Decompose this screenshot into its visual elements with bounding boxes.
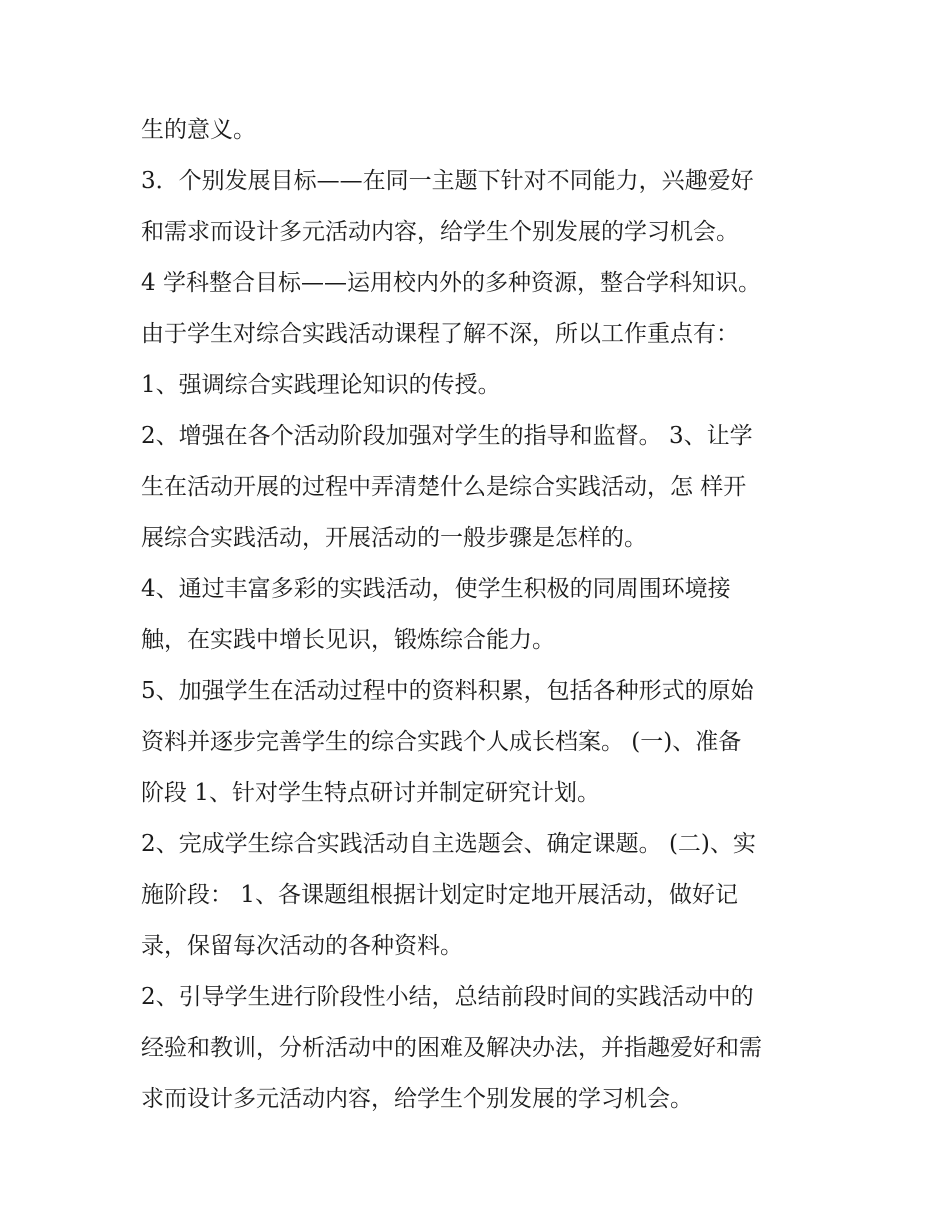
text-line: 2、完成学生综合实践活动自主选题会、确定课题。 (二)、实: [141, 831, 756, 857]
text-line: 1、强调综合实践理论知识的传授。: [141, 372, 501, 398]
text-line: 生在活动开展的过程中弄清楚什么是综合实践活动，怎 样开: [141, 474, 747, 500]
text-line: 阶段 1、针对学生特点研讨并制定研究计划。: [141, 780, 600, 806]
text-line: 触，在实践中增长见识，锻炼综合能力。: [141, 627, 555, 653]
text-line: 和需求而设计多元活动内容，给学生个别发展的学习机会。: [141, 219, 739, 245]
text-line: 求而设计多元活动内容，给学生个别发展的学习机会。: [141, 1086, 693, 1112]
text-line: 经验和教训，分析活动中的困难及解决办法，并指趣爱好和需: [141, 1035, 762, 1061]
text-line: 资料并逐步完善学生的综合实践个人成长档案。 (一)、准备: [141, 729, 742, 755]
text-line: 4、通过丰富多彩的实践活动，使学生积极的同周围环境接: [141, 576, 731, 602]
text-line: 由于学生对综合实践活动课程了解不深，所以工作重点有：: [141, 321, 739, 347]
text-line: 录，保留每次活动的各种资料。: [141, 933, 463, 959]
text-line: 施阶段： 1、各课题组根据计划定时定地开展活动，做好记: [141, 882, 738, 908]
text-line: 3．个别发展目标——在同一主题下针对不同能力，兴趣爱好: [141, 168, 754, 194]
text-line: 2、增强在各个活动阶段加强对学生的指导和监督。 3、让学: [141, 423, 753, 449]
text-line: 5、加强学生在活动过程中的资料积累，包括各种形式的原始: [141, 678, 754, 704]
document-body: [141, 105, 831, 1125]
text-line: 4 学科整合目标——运用校内外的多种资源，整合学科知识。: [141, 270, 761, 296]
text-line: 2、引导学生进行阶段性小结，总结前段时间的实践活动中的: [141, 984, 754, 1010]
text-line: 展综合实践活动，开展活动的一般步骤是怎样的。: [141, 525, 647, 551]
text-line: 生的意义。: [141, 117, 256, 143]
